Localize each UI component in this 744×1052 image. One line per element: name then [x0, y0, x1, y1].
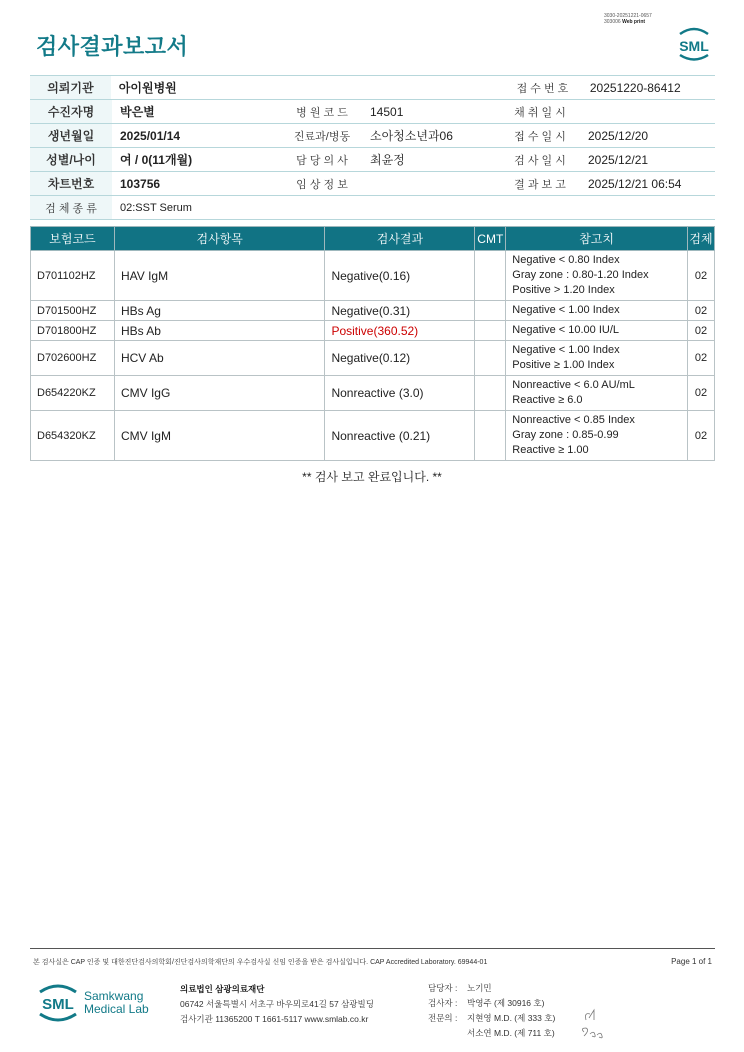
- test-item: HCV Ab: [114, 341, 325, 376]
- results-table: [30, 226, 715, 461]
- staff-role: 검사자 :: [428, 998, 458, 1008]
- col-header-result: 검사결과: [325, 227, 475, 251]
- hospital-code-label: 병 원 코 드: [296, 106, 348, 119]
- receipt-no-label: 접 수 번 호: [516, 82, 569, 95]
- result-row: [31, 321, 715, 341]
- report-date-value: 2025/12/21 06:54: [588, 176, 682, 191]
- insurance-code: D701800HZ: [31, 321, 115, 341]
- reference-line: Gray zone : 0.80-1.20 Index: [512, 269, 649, 281]
- print-id: 3030-20251221-0657: [604, 13, 652, 19]
- result-row: [31, 301, 715, 321]
- test-date-label: 검 사 일 시: [514, 154, 566, 167]
- dept-value: 소아청소년과06: [370, 129, 453, 143]
- svg-text:SML: SML: [679, 38, 709, 54]
- sex-age-value: 여 / 0(11개월): [120, 153, 193, 167]
- clinical-info-value: [362, 172, 492, 195]
- test-item: HBs Ab: [114, 321, 325, 341]
- result-row: [31, 341, 715, 376]
- test-result: Positive(360.52): [325, 321, 475, 341]
- dept-label: 진료과/병동: [293, 130, 351, 143]
- reference-line: Nonreactive < 6.0 AU/mL: [512, 379, 635, 391]
- staff-name: 박영주 (제 30916 호): [467, 998, 545, 1008]
- cmt-cell: [475, 321, 506, 341]
- staff-row: [428, 996, 555, 1011]
- staff-row: [428, 981, 555, 996]
- info-row: [30, 172, 715, 196]
- cmt-cell: [475, 301, 506, 321]
- staff-role: 담당자 :: [428, 983, 458, 993]
- svg-text:SML: SML: [42, 996, 74, 1013]
- birth-label: 생년월일: [30, 124, 112, 147]
- reference-range: [506, 376, 688, 411]
- lab-contact: 검사기관 11365200 T 1661-5117 www.smlab.co.kr: [180, 1014, 369, 1024]
- info-row: [30, 124, 715, 148]
- result-row: [31, 251, 715, 301]
- institution-value: 아이원병원: [118, 81, 177, 95]
- result-row: [31, 411, 715, 461]
- reference-line: Negative < 1.00 Index: [512, 304, 620, 316]
- physician-signature: [580, 1008, 610, 1040]
- test-date-value: 2025/12/21: [588, 152, 649, 167]
- page-number: Page 1 of 1: [671, 957, 712, 966]
- reference-range: [506, 411, 688, 461]
- insurance-code: D701102HZ: [31, 251, 115, 301]
- col-header-code: 보험코드: [31, 227, 115, 251]
- info-row: [30, 76, 715, 100]
- report-date-label: 결 과 보 고: [514, 178, 566, 191]
- test-item: HBs Ag: [114, 301, 325, 321]
- test-item: CMV IgM: [114, 411, 325, 461]
- test-item: CMV IgG: [114, 376, 325, 411]
- patient-info-table: [30, 75, 715, 220]
- reference-line: Gray zone : 0.85-0.99: [512, 429, 619, 441]
- test-result: Nonreactive (0.21): [325, 411, 475, 461]
- col-header-cmt: CMT: [475, 227, 506, 251]
- report-title: 검사결과보고서: [36, 34, 189, 59]
- test-result: Negative(0.31): [325, 301, 475, 321]
- insurance-code: D654220KZ: [31, 376, 115, 411]
- staff-name: 노기민: [467, 983, 492, 993]
- specimen-label: 검 체 종 류: [30, 196, 112, 219]
- cmt-cell: [475, 376, 506, 411]
- info-row: [30, 196, 715, 220]
- birth-value: 2025/01/14: [120, 128, 181, 143]
- reference-line: Positive > 1.20 Index: [512, 284, 615, 296]
- reference-line: Nonreactive < 0.85 Index: [512, 414, 635, 426]
- results-header-row: [31, 227, 715, 251]
- lab-address-block: [180, 982, 374, 1027]
- receipt-no-value: 20251220-86412: [589, 80, 681, 95]
- reference-line: Negative < 1.00 Index: [512, 344, 620, 356]
- collection-date-value: [580, 100, 715, 123]
- specimen-value: 02:SST Serum: [120, 201, 192, 214]
- cmt-cell: [475, 341, 506, 376]
- corp-name: 의료법인 삼광의료재단: [180, 984, 265, 994]
- receipt-date-value: 2025/12/20: [588, 128, 649, 143]
- reference-range: [506, 341, 688, 376]
- specimen-code: 02: [687, 251, 714, 301]
- specimen-code: 02: [687, 321, 714, 341]
- collection-date-label: 채 취 일 시: [514, 106, 566, 119]
- staff-row: [428, 1026, 555, 1041]
- chart-no-label: 차트번호: [30, 172, 112, 195]
- hospital-code-value: 14501: [370, 104, 404, 119]
- reference-line: Reactive ≥ 6.0: [512, 394, 583, 406]
- staff-name: 지현영 M.D. (제 333 호): [467, 1013, 556, 1023]
- col-header-specimen: 검체: [687, 227, 714, 251]
- staff-row: [428, 1011, 555, 1026]
- print-code: 303006: [604, 19, 621, 25]
- lab-name: [84, 990, 149, 1016]
- reference-range: [506, 301, 688, 321]
- reference-range: [506, 321, 688, 341]
- staff-role: 전문의 :: [428, 1013, 458, 1023]
- lab-name-line2: Medical Lab: [84, 1002, 149, 1016]
- reference-range: [506, 251, 688, 301]
- print-info: [604, 13, 652, 25]
- specimen-code: 02: [687, 411, 714, 461]
- accreditation-note: 본 검사실은 CAP 인증 및 대한진단검사의학회/진단검사의학재단의 우수검사실 신임 인증을 받은 검사실입니다. CAP Accredited Laboratory. 69944-01: [33, 959, 488, 966]
- info-row: [30, 100, 715, 124]
- reference-line: Reactive ≥ 1.00: [512, 444, 589, 456]
- doctor-label: 담 당 의 사: [296, 154, 348, 167]
- name-value: 박은별: [120, 105, 155, 119]
- report-complete-note: ** 검사 보고 완료입니다. **: [302, 470, 442, 484]
- clinical-info-label: 임 상 정 보: [296, 178, 348, 191]
- specimen-code: 02: [687, 301, 714, 321]
- insurance-code: D701500HZ: [31, 301, 115, 321]
- lab-name-line1: Samkwang: [84, 989, 144, 1003]
- reference-line: Negative < 0.80 Index: [512, 254, 620, 266]
- test-item: HAV IgM: [114, 251, 325, 301]
- lab-address: 06742 서울특별시 서초구 바우뫼로41길 57 삼광빌딩: [180, 999, 374, 1009]
- col-header-item: 검사항목: [114, 227, 325, 251]
- cmt-cell: [475, 411, 506, 461]
- reference-line: Positive ≥ 1.00 Index: [512, 359, 615, 371]
- print-mode: Web print: [622, 19, 646, 25]
- col-header-reference: 참고치: [506, 227, 688, 251]
- footer-divider: [30, 948, 715, 949]
- staff-name: 서소연 M.D. (제 711 호): [467, 1028, 555, 1038]
- sex-age-label: 성별/나이: [30, 148, 112, 171]
- name-label: 수진자명: [30, 100, 112, 123]
- sml-footer-logo-icon: [36, 980, 80, 1024]
- result-row: [31, 376, 715, 411]
- reference-line: Negative < 10.00 IU/L: [512, 324, 619, 336]
- sml-logo-icon: [674, 24, 714, 64]
- info-row: [30, 148, 715, 172]
- test-result: Nonreactive (3.0): [325, 376, 475, 411]
- insurance-code: D654320KZ: [31, 411, 115, 461]
- staff-list: [428, 981, 555, 1041]
- chart-no-value: 103756: [120, 176, 161, 191]
- doctor-value: 최윤정: [370, 153, 405, 167]
- specimen-code: 02: [687, 376, 714, 411]
- institution-label: 의뢰기관: [30, 76, 111, 99]
- cmt-cell: [475, 251, 506, 301]
- specimen-code: 02: [687, 341, 714, 376]
- staff-role: [428, 1026, 467, 1041]
- receipt-date-label: 접 수 일 시: [514, 130, 566, 143]
- insurance-code: D702600HZ: [31, 341, 115, 376]
- test-result: Negative(0.16): [325, 251, 475, 301]
- test-result: Negative(0.12): [325, 341, 475, 376]
